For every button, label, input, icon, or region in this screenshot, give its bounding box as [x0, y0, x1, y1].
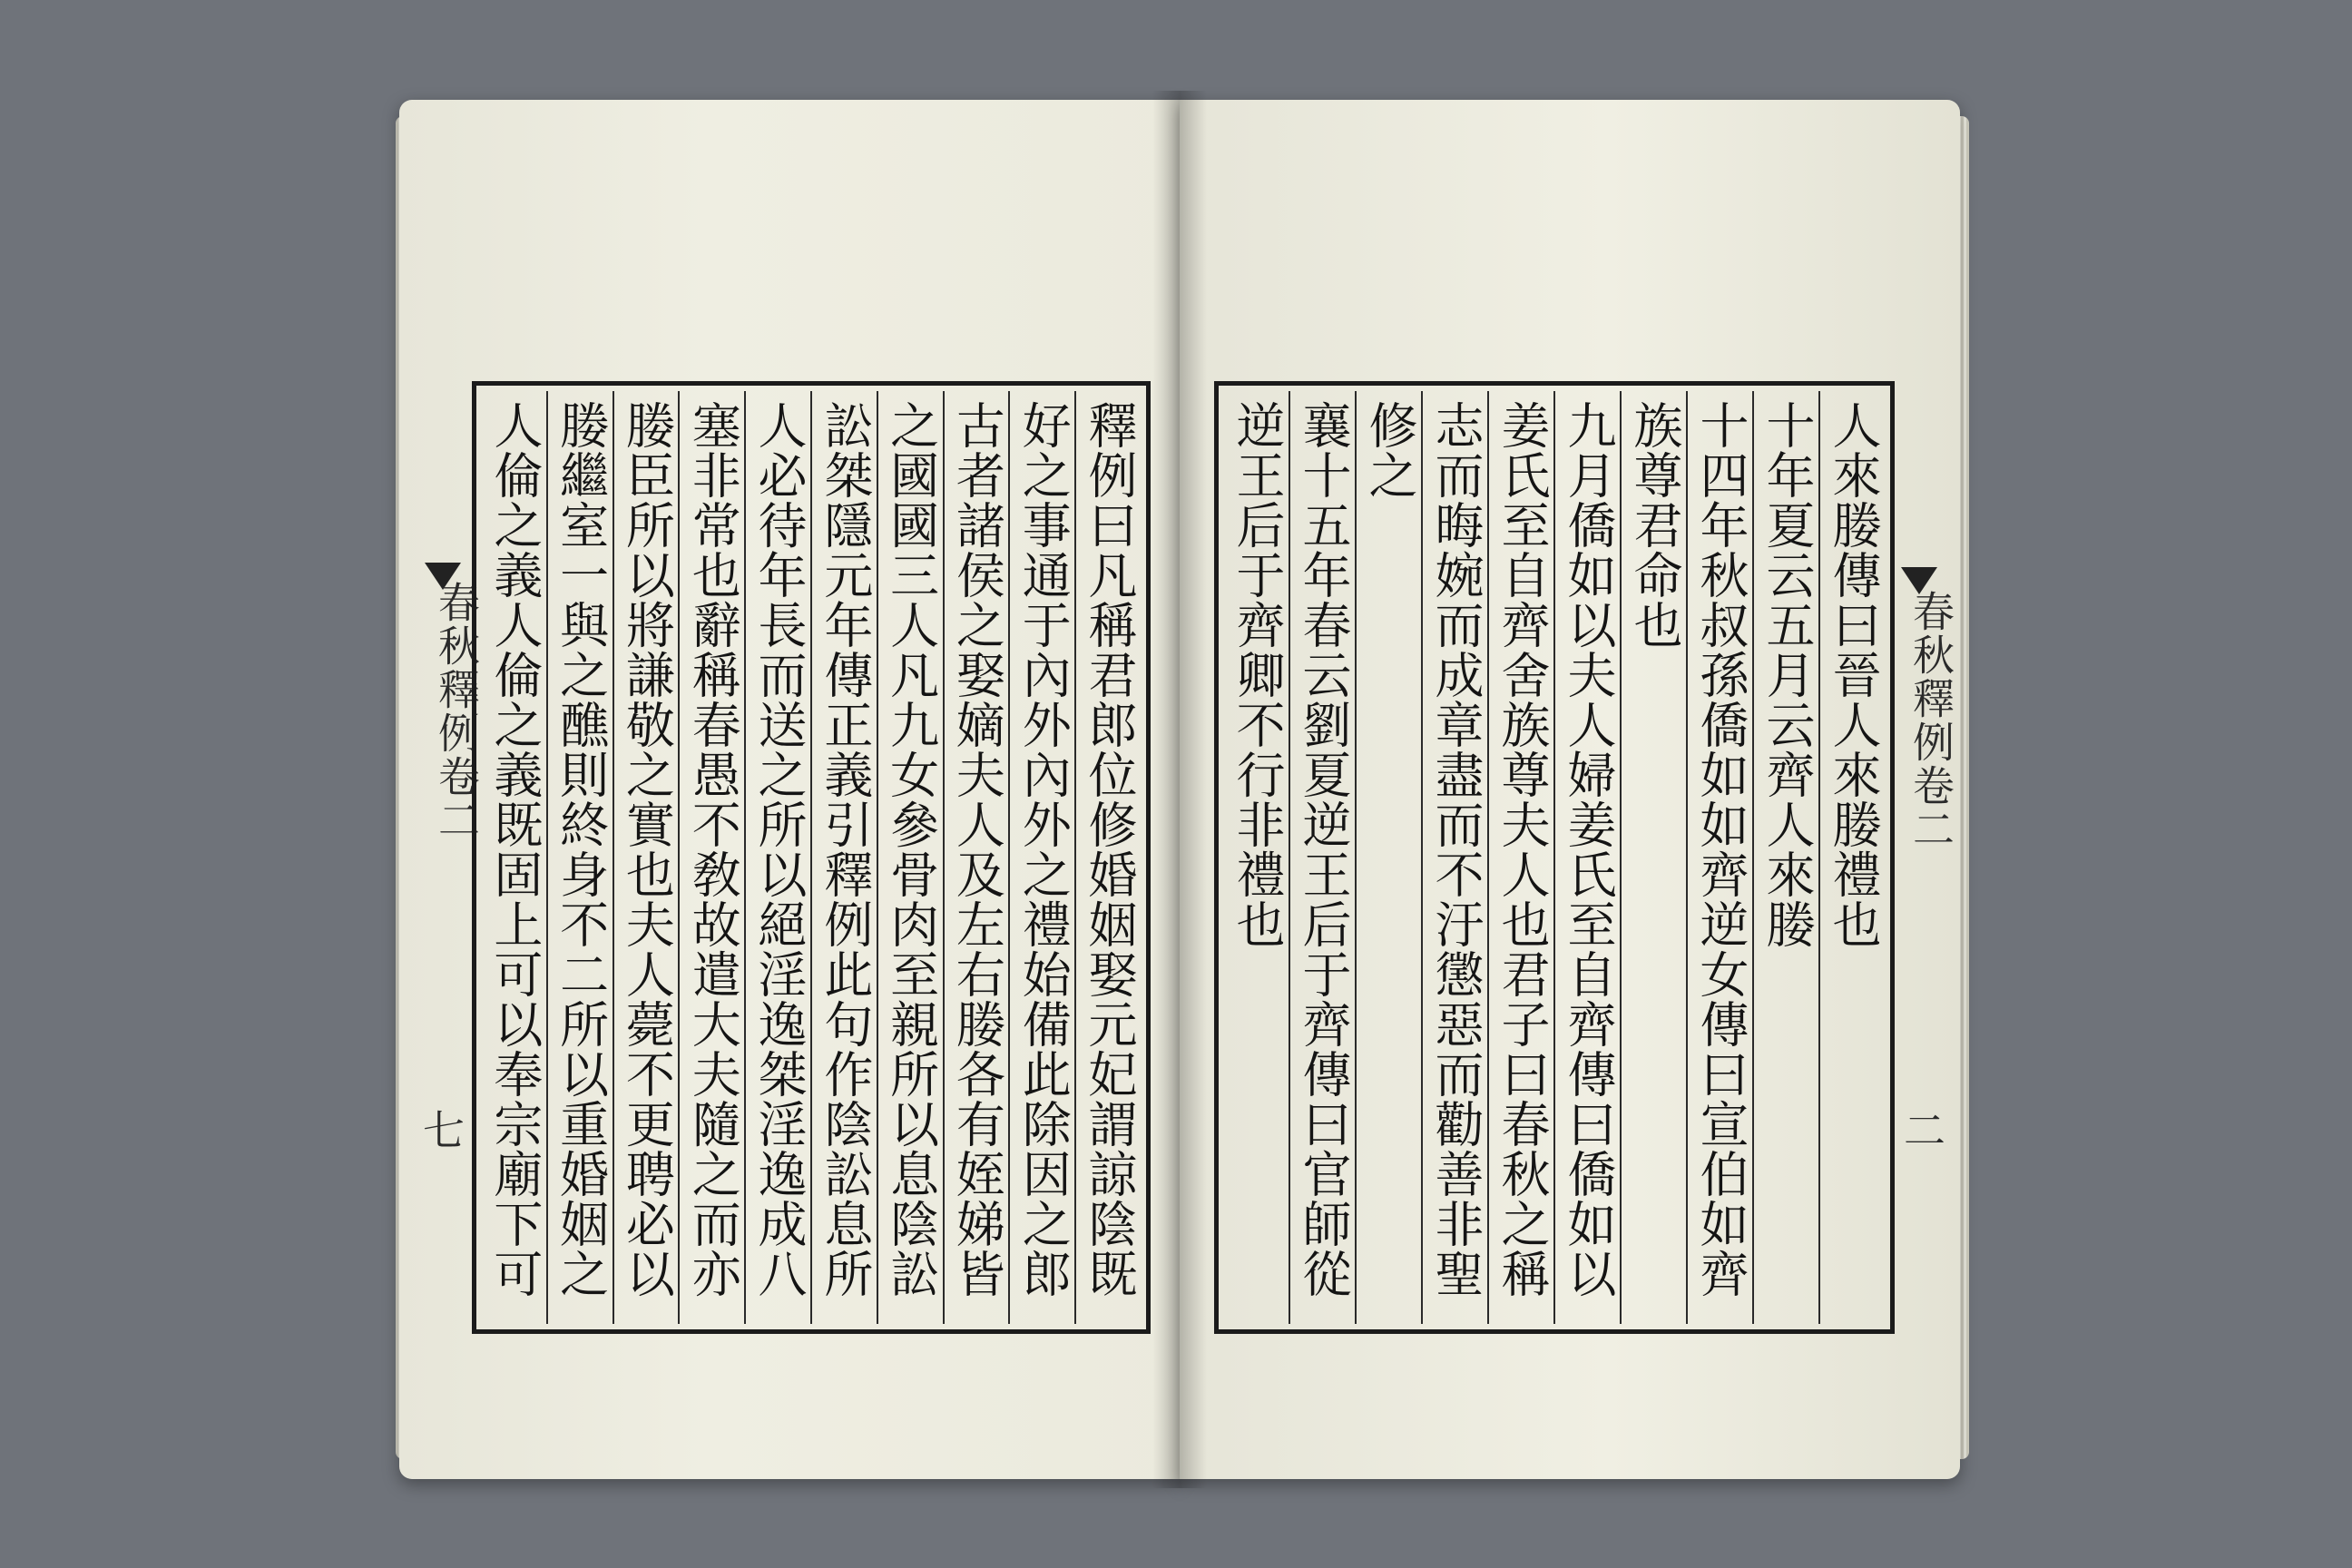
left-folio: 七: [423, 1106, 465, 1155]
text-column: 釋例曰凡稱君郎位修婚姻娶元妃謂諒陰既: [1074, 391, 1141, 1324]
book-gutter: [1152, 91, 1207, 1488]
text-column: 襄十五年春云劉夏逆王后于齊傳曰官師從: [1289, 391, 1355, 1324]
text-column: 媵臣所以將謙敬之實也夫人薨不更聘必以: [612, 391, 679, 1324]
text-column: 族尊君命也: [1620, 391, 1686, 1324]
text-column: 訟桀隱元年傳正義引釋例此句作陰訟息所: [810, 391, 877, 1324]
text-column: 之國國三人凡九女參骨肉至親所以息陰訟: [877, 391, 943, 1324]
text-column: 人必待年長而送之所以絕淫逸桀淫逸成八: [744, 391, 810, 1324]
text-column: 逆王后于齊卿不行非禮也: [1229, 400, 1286, 949]
text-column: 十年夏云五月云齊人來媵: [1752, 391, 1818, 1324]
text-column: 塞非常也辭稱春愚不敎故遣大夫隨之而亦: [678, 391, 744, 1324]
right-margin-title: 春秋釋例卷二: [1906, 590, 1955, 851]
text-column: 志而晦婉而成章盡而不汙懲惡而勸善非聖: [1421, 391, 1487, 1324]
text-column: 人來媵傳曰晉人來媵禮也: [1818, 391, 1885, 1324]
right-text-block: [1214, 381, 1895, 1334]
text-column: 修之: [1355, 391, 1421, 1324]
text-column: 好之事通于內外內外之禮始備此除因之郎: [1008, 391, 1074, 1324]
text-column: 十四年秋叔孫僑如如齊逆女傳曰宣伯如齊: [1686, 391, 1752, 1324]
text-column: 姜氏至自齊舍族尊夫人也君子曰春秋之稱: [1487, 391, 1553, 1324]
text-column: 古者諸侯之娶嫡夫人及左右媵各有姪娣皆: [943, 391, 1009, 1324]
text-column: 人倫之義人倫之義既固上可以奉宗廟下可: [485, 400, 544, 1298]
left-margin-title: 春秋釋例卷二: [432, 581, 481, 842]
text-column: 媵繼室一與之醮則終身不二所以重婚姻之: [546, 391, 612, 1324]
left-text-block: [472, 381, 1151, 1334]
text-column: 九月僑如以夫人婦姜氏至自齊傳曰僑如以: [1553, 391, 1620, 1324]
right-folio: 二: [1904, 1106, 1945, 1155]
